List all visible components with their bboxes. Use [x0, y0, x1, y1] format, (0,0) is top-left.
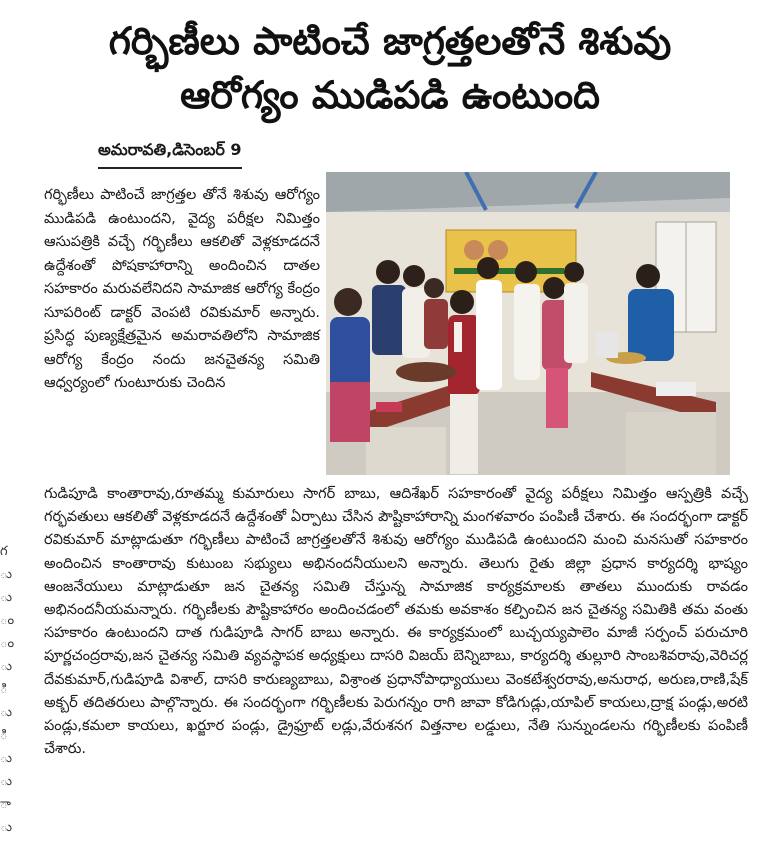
- headline: [30, 14, 750, 122]
- edge-fragment: ు: [0, 590, 13, 605]
- edge-fragment: ు: [0, 567, 13, 582]
- edge-fragment: ం: [0, 613, 14, 628]
- event-photo: [326, 172, 730, 475]
- edge-fragment: ు: [0, 705, 13, 720]
- headline-line-1: గర్భిణీలు పాటించే జాగ్రత్తలతోనే శిశువు: [108, 19, 672, 63]
- dateline: అమరావతి,డిసెంబర్ 9: [98, 140, 242, 169]
- edge-fragment: ు: [0, 751, 13, 766]
- edge-fragment: ి: [0, 682, 8, 697]
- adjacent-column-fragment: [0, 540, 14, 850]
- lead-paragraph: గర్భిణీలు పాటించే జాగ్రత్తల తోనే శిశువు ఆరోగ్యం ముడిపడి ఉంటుందని, వైద్య పరీక్షల నిమిత్తం ఆసుపత్రికి వచ్చే గర్భిణీలు ఆకలితో వెళ్లకూడదనే ఉద్దేశంతో పోషకాహారాన్ని అందించిన దాతల సహకారం మరువలేనిదని సామాజిక ఆరోగ్య కేంద్రం సూపరింట్ డాక్టర్ వెంపటి రవికుమార్ అన్నారు. ప్రసిద్ధ పుణ్యక్షేత్రమైన అమరావతిలోని సామాజిక ఆరోగ్య కేంద్రం నందు జనచైతన్య సమితి ఆధ్వర్యంలో గుంటూరుకు చెందిన: [44, 187, 320, 391]
- edge-fragment: ు: [0, 659, 13, 674]
- edge-fragment: ు: [0, 774, 13, 789]
- edge-fragment: ి: [0, 728, 8, 743]
- edge-fragment: ం: [0, 636, 14, 651]
- edge-fragment: ా: [0, 797, 11, 812]
- edge-fragment: గ: [0, 544, 8, 559]
- photo-illustration: [326, 172, 730, 475]
- headline-line-2: ఆరోగ్యం ముడిపడి ఉంటుంది: [180, 73, 600, 117]
- body-paragraph: గుడిపూడి కాంతారావు,రూతమ్మ కుమారులు సాగర్ బాబు, ఆదిశేఖర్ సహకారంతో వైద్య పరీక్షలు నిమిత్తం ఆస్పత్రికి వచ్చే గర్భవతులు ఆకలితో వెళ్లకూడదనే ఉద్దేశంతో ఏర్పాటు చేసిన పౌష్టికాహారాన్ని మంగళవారం పంపిణీ చేశారు. ఈ సందర్భంగా డాక్టర్ రవికుమార్ మాట్లాడుతూ గర్భిణీలు పాటించే జాగ్రత్తలతోనే శిశువు ఆరోగ్యం ముడిపడి ఉంటుందని మంచి మనసుతో సహకారం అందించిన కాంతారావు కుటుంబ సభ్యులు అభినందనీయులని అన్నారు. తెలుగు రైతు జిల్లా ప్రధాన కార్యదర్శి భాష్యం ఆంజనేయులు మాట్లాడుతూ జన చైతన్య సమితి చేస్తున్న సామాజిక కార్యక్రమాలకు తాతలు ముందుకు రావడం అభినందనీయమన్నారు. గర్భిణీలకు పౌష్టికాహారం అందించడంలో తమకు అవకాశం కల్పించిన జన చైతన్య సమితికి తమ వంతు సహకారం ఉంటుందని దాత గుడిపూడి సాగర్ బాబు అన్నారు. ఈ కార్యక్రమంలో బుచ్చయ్యపాలెం మాజీ సర్పంచ్ పరుచూరి పూర్ణచంద్రరావు,జన చైతన్య సమితి వ్యవస్థాపక అధ్యక్షులు దాసరి విజయ్ బెన్నిబాబు, కార్యదర్శి తుల్లూరి సాంబశివరావు,వెరిచర్ల దేవకుమార్,గుడిపూడి విశాల్, దాసరి కారుణ్యబాబు, విశ్రాంత ప్రధానోపాధ్యాయులు వెంకటేశ్వరరావు,అనురాధ, అరుణ,రాణి,షేక్ అక్బర్ తదితరులు పాల్గొన్నారు. ఈ సందర్భంగా గర్భిణీలకు పెరుగన్నం రాగి జావా కోడిగుడ్లు,యాపిల్ కాయలు,ద్రాక్ష పండ్లు,అరటి పండ్లు,కమలా కాయలు, ఖర్జూర పండ్లు, డ్రైఫ్రూట్ లడ్లు,వేరుశనగ విత్తనాల లడ్డులు, నేతి సున్నుండలను గర్భిణీలకు పంపిణీ చేశారు.: [44, 486, 748, 758]
- edge-fragment: ు: [0, 820, 13, 835]
